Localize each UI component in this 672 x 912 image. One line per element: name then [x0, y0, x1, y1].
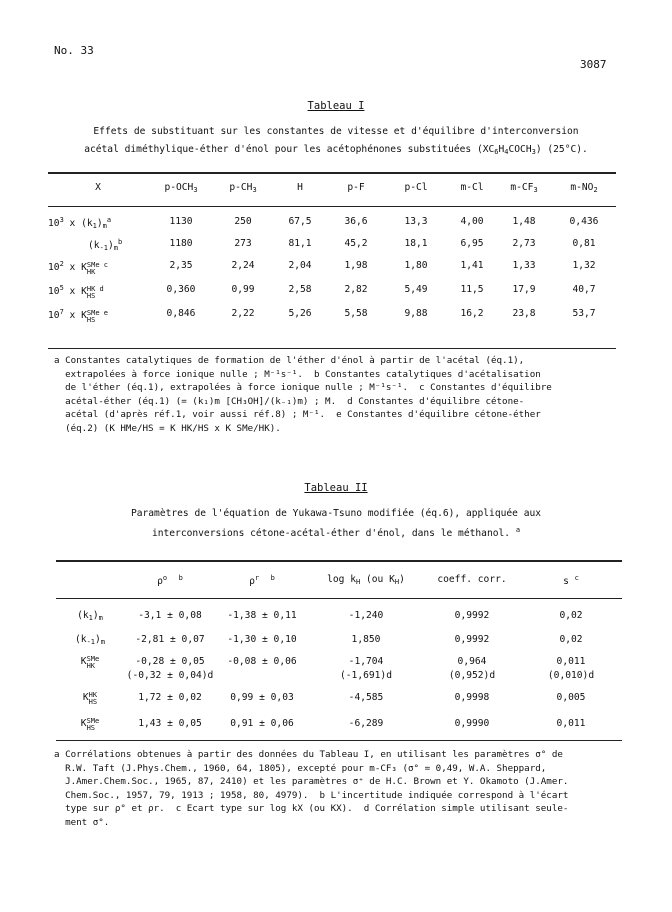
row-label: $10^5$ x KHK d HS — [48, 284, 104, 300]
table-row — [56, 656, 622, 670]
cell: -4,585 — [348, 692, 384, 703]
cell: 0,81 — [572, 238, 596, 249]
cell: 1,80 — [404, 260, 428, 271]
cell: (0,010)d — [547, 670, 595, 681]
table2-top-rule — [56, 560, 622, 562]
cell: 23,8 — [512, 308, 536, 319]
cell: 5,26 — [288, 308, 312, 319]
cell: 273 — [234, 238, 252, 249]
table2-title: Tableau II — [304, 482, 368, 494]
table1 — [48, 182, 616, 332]
table-row — [56, 718, 622, 742]
page-number: 3087 — [580, 58, 607, 71]
cell: 1,43 ± 0,05 — [138, 718, 202, 729]
row-label: $10^2$ x KSMe c HK — [48, 260, 108, 276]
table1-header: $p-OCH_3$ — [164, 182, 198, 194]
cell: (-1,691)d — [340, 670, 392, 681]
table1-footnotes: a Constantes catalytiques de formation de l'éther d'énol à partir de l'acétal (éq.1), extrapolées à force ionique nulle ; M⁻¹s⁻¹. b Constantes catalytiques d'acétalisation de l'éther (éq.1), extrapolées à force ionique nulle ; M⁻¹s⁻¹. c Constantes d'équilibre acétal-éther (éq.1) (= (k₁)m [CH₃OH]/(k₋₁)m) ; M. d Constantes d'équilibre cétone- acétal (d'après réf.1, voir aussi réf.8) ; M⁻¹. e Constantes d'équilibre cétone-éther (éq.2) (K HMe/HS = K HK/HS x K SMe/HK). — [54, 355, 552, 434]
cell: (0,952)d — [448, 670, 496, 681]
cell: 0,011 — [556, 656, 586, 667]
cell: 13,3 — [404, 216, 428, 227]
cell — [216, 670, 308, 692]
cell: 53,7 — [572, 308, 596, 319]
table2-header-row — [56, 566, 622, 596]
table1-title: Tableau I — [307, 100, 365, 112]
table2-header: s $^c$ — [563, 574, 579, 587]
cell: -6,289 — [348, 718, 384, 729]
cell: 17,9 — [512, 284, 536, 295]
cell: 2,24 — [231, 260, 255, 271]
cell: -3,1 ± 0,08 — [138, 610, 202, 621]
cell: 0,99 ± 0,03 — [230, 692, 294, 703]
cell: 5,49 — [404, 284, 428, 295]
cell: -0,28 ± 0,05 — [135, 656, 205, 667]
cell: 1,850 — [351, 634, 381, 645]
table1-bottom-rule — [48, 348, 616, 349]
cell: 0,02 — [559, 610, 583, 621]
row-label: $(k_1)_m$ — [77, 610, 103, 622]
cell: 9,88 — [404, 308, 428, 319]
table2-header: coeff. corr. — [437, 574, 507, 585]
cell: 2,04 — [288, 260, 312, 271]
cell: 0,011 — [556, 718, 586, 729]
row-label: $10^3$ x $(k_1)_m^a$ — [48, 216, 112, 230]
cell: 0,9992 — [454, 610, 490, 621]
cell: 16,2 — [460, 308, 484, 319]
cell: 1180 — [169, 238, 193, 249]
row-label: KHK HS — [82, 691, 98, 706]
cell: 0,846 — [166, 308, 196, 319]
cell: 2,22 — [231, 308, 255, 319]
table2-header: $\rho^o$ $^b$ — [157, 574, 183, 587]
row-label: KSMe HK — [80, 655, 100, 670]
cell: 1130 — [169, 216, 193, 227]
cell: 1,48 — [512, 216, 536, 227]
table-row — [48, 238, 616, 260]
cell: 18,1 — [404, 238, 428, 249]
cell: 81,1 — [288, 238, 312, 249]
cell: 45,2 — [344, 238, 368, 249]
cell: -1,38 ± 0,11 — [227, 610, 297, 621]
table-row — [56, 610, 622, 634]
table1-header: $p-CH_3$ — [229, 182, 257, 194]
cell: 1,41 — [460, 260, 484, 271]
table-row-sub — [56, 670, 622, 692]
table2-footnotes: a Corrélations obtenues à partir des données du Tableau I, en utilisant les paramètres σ° de R.W. Taft (J.Phys.Chem., 1960, 64, 1805), excepté pour m-CF₃ (σ° = 0,49, W.A. Sheppard, J.Amer.Chem.Soc., 1965, 87, 2410) et les paramètres σ⁺ de H.C. Brown et Y. Okamoto (J.Amer. Chem.Soc., 1957, 79, 1913 ; 1958, 80, 4979). b L'incertitude indiquée correspond à l'écart type sur ρ° et ρr. c Ecart type sur log kX (ou KX). d Corrélation simple utilisant seule- ment σ°. — [54, 749, 569, 828]
cell: 4,00 — [460, 216, 484, 227]
table1-header: H — [297, 182, 303, 193]
table-row — [48, 284, 616, 308]
cell: 250 — [234, 216, 252, 227]
cell: -1,30 ± 0,10 — [227, 634, 297, 645]
cell: 1,32 — [572, 260, 596, 271]
table-row — [48, 308, 616, 332]
cell: -2,81 ± 0,07 — [135, 634, 205, 645]
cell: 2,73 — [512, 238, 536, 249]
row-label: $10^7$ x KSMe e HS — [48, 308, 108, 324]
cell: -1,240 — [348, 610, 384, 621]
cell: -1,704 — [348, 656, 384, 667]
row-label: $(k_{-1})_m$ — [75, 634, 105, 646]
cell: 0,9990 — [454, 718, 490, 729]
table1-top-rule — [48, 172, 616, 174]
cell: 1,98 — [344, 260, 368, 271]
table1-header: p-Cl — [404, 182, 428, 193]
cell: 0,436 — [569, 216, 599, 227]
cell: 36,6 — [344, 216, 368, 227]
table1-header-x: X — [95, 182, 101, 193]
table2-caption-line2: interconversions cétone-acétal-éther d'énol, dans le méthanol. $^a$ — [151, 526, 521, 539]
table2 — [56, 566, 622, 742]
table-row — [56, 634, 622, 656]
cell: 11,5 — [460, 284, 484, 295]
cell: 0,005 — [556, 692, 586, 703]
table2-caption-line1: Paramètres de l'équation de Yukawa-Tsuno modifiée (éq.6), appliquée aux — [130, 508, 542, 519]
cell: -0,08 ± 0,06 — [227, 656, 297, 667]
journal-issue: No. 33 — [54, 44, 94, 57]
table1-caption-line1: Effets de substituant sur les constantes de vitesse et d'équilibre d'interconversion — [93, 126, 579, 137]
cell: 40,7 — [572, 284, 596, 295]
table1-header: $m-NO_2$ — [570, 182, 598, 194]
table2-header: $\rho^r$ $^b$ — [249, 574, 275, 587]
table1-header: m-Cl — [460, 182, 484, 193]
cell: 67,5 — [288, 216, 312, 227]
row-label: $(k_{-1})_m^b$ — [88, 238, 123, 252]
table2-header: $\log k_H$ (ou $K_H$) — [327, 574, 405, 586]
cell: 0,99 — [231, 284, 255, 295]
table-row — [48, 260, 616, 284]
cell: 5,58 — [344, 308, 368, 319]
table-row — [48, 216, 616, 238]
cell: (-0,32 ± 0,04)d — [126, 670, 214, 681]
table-row — [56, 692, 622, 718]
table1-caption-line2: acétal diméthylique-éther d'énol pour les acétophénones substituées $(XC_6H_4COCH_3)$ (25°C). — [84, 144, 588, 156]
cell: 6,95 — [460, 238, 484, 249]
cell: 1,33 — [512, 260, 536, 271]
table1-header: $m-CF_3$ — [510, 182, 538, 194]
cell: 2,58 — [288, 284, 312, 295]
cell: 0,964 — [457, 656, 487, 667]
row-label: KSMe HS — [80, 717, 100, 732]
cell: 2,35 — [169, 260, 193, 271]
cell: 0,9992 — [454, 634, 490, 645]
table1-header-row — [48, 182, 616, 204]
table1-header: p-F — [347, 182, 365, 193]
cell: 0,9998 — [454, 692, 490, 703]
cell: 0,360 — [166, 284, 196, 295]
cell: 2,82 — [344, 284, 368, 295]
cell: 0,91 ± 0,06 — [230, 718, 294, 729]
cell: 1,72 ± 0,02 — [138, 692, 202, 703]
cell: 0,02 — [559, 634, 583, 645]
